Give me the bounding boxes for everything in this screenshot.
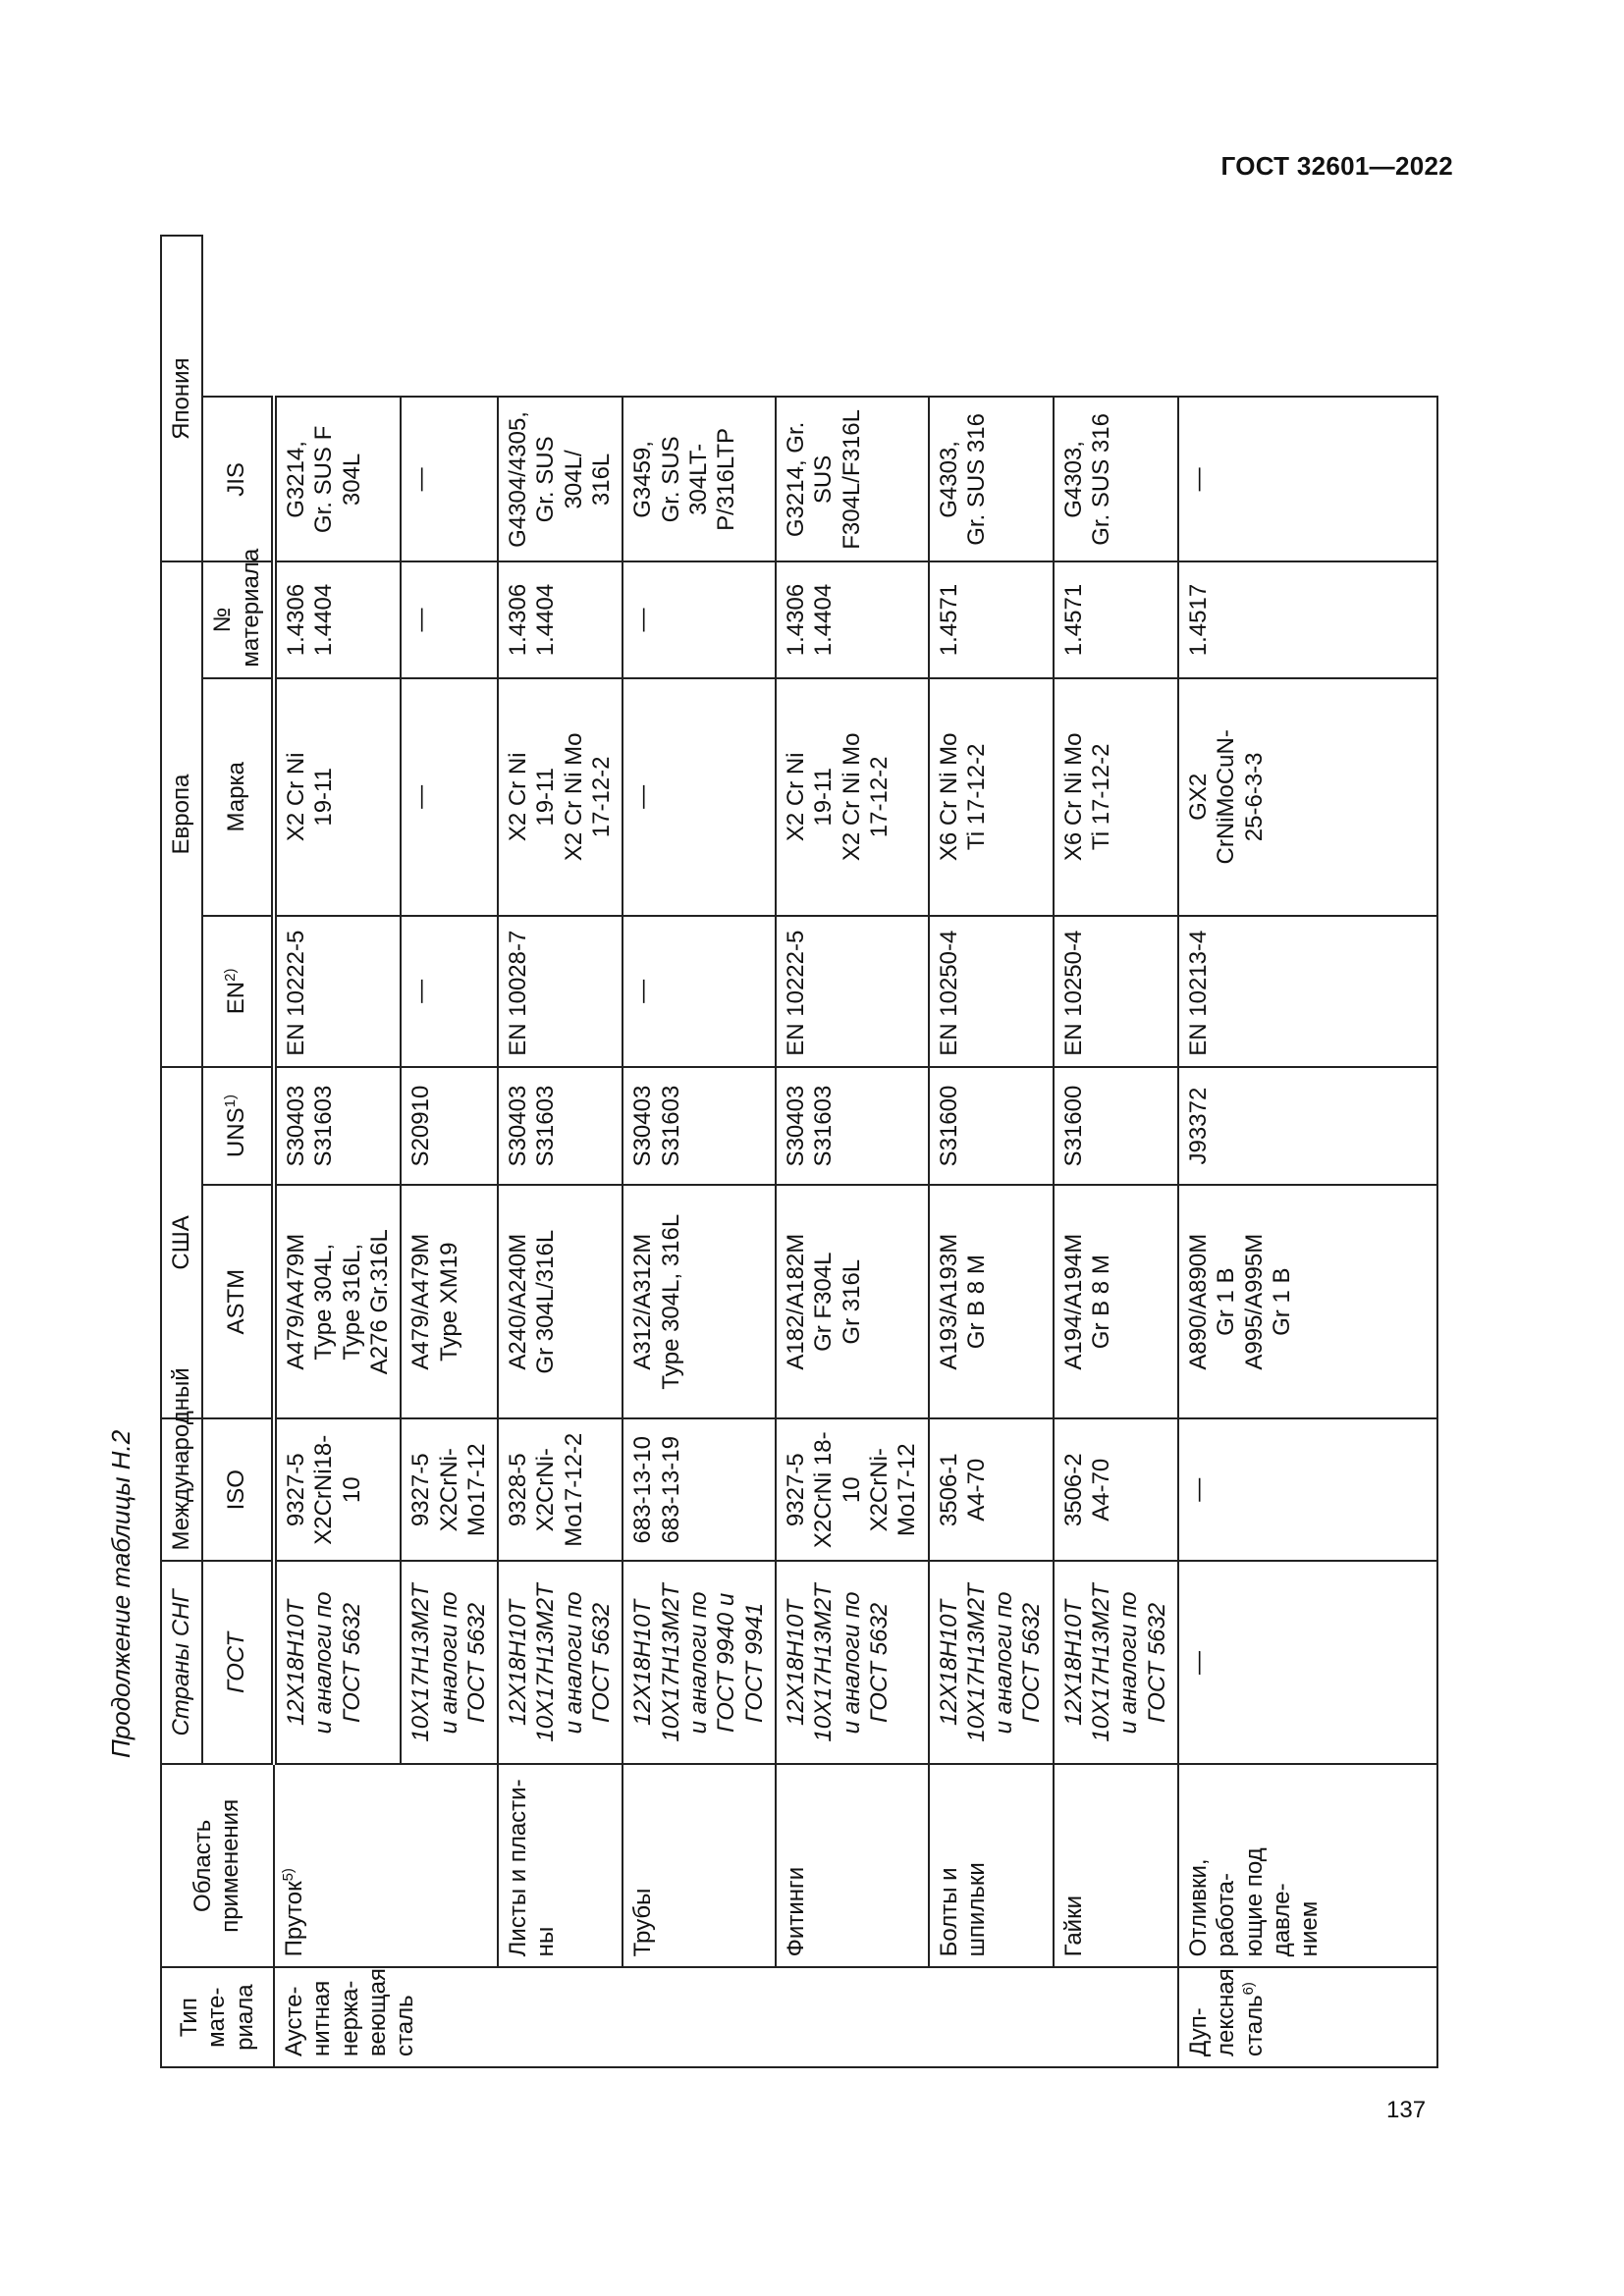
page-number: 137 <box>1386 2097 1427 2123</box>
cell-iso: 9328-5 X2CrNi- Mo17-12-2 <box>498 1418 623 1561</box>
cell-application: Трубы <box>623 1764 776 1967</box>
cell-jis: — <box>401 397 498 561</box>
cell-gost: 12Х18Н10Т 10Х17Н13М2Т и аналоги по ГОСТ 5632 <box>776 1561 929 1764</box>
header-gost: ГОСТ <box>202 1561 274 1764</box>
cell-astm: A312/A312M Type 304L, 316L <box>623 1185 776 1418</box>
footnote-ref-5: 5) <box>279 1868 297 1882</box>
cell-iso: 9327-5 X2CrNi 18-10 X2CrNi- Mo17-12 <box>776 1418 929 1561</box>
cell-grade: — <box>623 678 776 916</box>
cell-material-no: 1.4306 1.4404 <box>274 561 401 677</box>
footnote-ref-6: 6) <box>1239 1982 1257 1996</box>
cell-material-no: 1.4517 <box>1178 561 1437 677</box>
header-japan: Япония <box>161 236 202 561</box>
materials-table <box>160 235 1438 2068</box>
cell-grade: GX2 CrNiMoCuN- 25-6-3-3 <box>1178 678 1437 916</box>
header-jis: JIS <box>202 397 274 561</box>
cell-uns: S30403 S31603 <box>623 1067 776 1186</box>
cell-grade: X6 Cr Ni Mo Ti 17-12-2 <box>929 678 1054 916</box>
table-row <box>623 236 776 2067</box>
rotated-table-container <box>160 235 1438 2068</box>
table-row <box>1054 236 1178 2067</box>
cell-en: EN 10028-7 <box>498 916 623 1067</box>
cell-gost: 12Х18Н10Т и аналоги по ГОСТ 5632 <box>274 1561 401 1764</box>
header-en-text: EN <box>223 981 250 1015</box>
cell-grade: — <box>401 678 498 916</box>
table-row <box>1178 236 1437 2067</box>
cell-gost: 12Х18Н10Т 10Х17Н13М2Т и аналоги по ГОСТ 5632 <box>1054 1561 1178 1764</box>
cell-uns: J93372 <box>1178 1067 1437 1186</box>
cell-iso: 3506-2 A4-70 <box>1054 1418 1178 1561</box>
cell-astm: A240/A240M Gr 304L/316L <box>498 1185 623 1418</box>
cell-astm: A193/A193M Gr B 8 M <box>929 1185 1054 1418</box>
cell-material-no: 1.4306 1.4404 <box>776 561 929 677</box>
header-international: Международный <box>161 1418 202 1561</box>
header-astm: ASTM <box>202 1185 274 1418</box>
header-application: Область применения <box>161 1764 274 1967</box>
cell-material-no: — <box>401 561 498 677</box>
cell-en: EN 10250-4 <box>929 916 1054 1067</box>
header-europe: Европа <box>161 561 202 1066</box>
cell-material-type-austenitic: Аусте- нитная нержа- веющая сталь <box>274 1967 1178 2067</box>
header-material-no: № материала <box>202 561 274 677</box>
header-grade: Марка <box>202 678 274 916</box>
header-cis: Страны СНГ <box>161 1561 202 1764</box>
cell-uns: S31600 <box>929 1067 1054 1186</box>
cell-astm: A479/A479M Type 304L, Type 316L, A276 Gr.316L <box>274 1185 401 1418</box>
cell-application <box>274 1764 401 1967</box>
cell-jis: G4303, Gr. SUS 316 <box>1054 397 1178 561</box>
cell-en: EN 10222-5 <box>776 916 929 1067</box>
cell-gost: 10Х17Н13М2Т и аналоги по ГОСТ 5632 <box>401 1561 498 1764</box>
footnote-ref-1: 1) <box>222 1095 240 1108</box>
header-material-type: Тип мате- риала <box>161 1967 274 2067</box>
cell-material-no: 1.4306 1.4404 <box>498 561 623 677</box>
table-row <box>274 236 401 2067</box>
cell-jis: G3459, Gr. SUS 304LT- P/316LTP <box>623 397 776 561</box>
cell-iso: 9327-5 X2CrNi- Mo17-12 <box>401 1418 498 1561</box>
cell-application: Гайки <box>1054 1764 1178 1967</box>
cell-jis: G3214, Gr. SUS F 304L <box>274 397 401 561</box>
table-body <box>274 236 1437 2067</box>
cell-en: — <box>623 916 776 1067</box>
cell-uns: S30403 S31603 <box>274 1067 401 1186</box>
cell-uns: S30403 S31603 <box>776 1067 929 1186</box>
cell-application: Листы и пласти- ны <box>498 1764 623 1967</box>
cell-astm: A890/A890M Gr 1 B A995/A995M Gr 1 B <box>1178 1185 1437 1418</box>
cell-iso: 683-13-10 683-13-19 <box>623 1418 776 1561</box>
cell-iso: 3506-1 A4-70 <box>929 1418 1054 1561</box>
table-row <box>401 236 498 2067</box>
cell-gost: 12Х18Н10Т 10Х17Н13М2Т и аналоги по ГОСТ 5632 <box>929 1561 1054 1764</box>
cell-uns: S31600 <box>1054 1067 1178 1186</box>
cell-gost: 12Х18Н10Т 10Х17Н13М2Т и аналоги по ГОСТ 5632 <box>498 1561 623 1764</box>
cell-grade: X2 Cr Ni 19-11 X2 Cr Ni Mo 17-12-2 <box>776 678 929 916</box>
cell-gost: 12Х18Н10Т 10Х17Н13М2Т и аналоги по ГОСТ 9940 и ГОСТ 9941 <box>623 1561 776 1764</box>
cell-astm: A182/A182M Gr F304L Gr 316L <box>776 1185 929 1418</box>
table-row <box>498 236 623 2067</box>
cell-astm: A194/A194M Gr B 8 M <box>1054 1185 1178 1418</box>
header-iso: ISO <box>202 1418 274 1561</box>
footnote-ref-2: 2) <box>222 968 240 982</box>
cell-en: — <box>401 916 498 1067</box>
cell-grade: X2 Cr Ni 19-11 X2 Cr Ni Mo 17-12-2 <box>498 678 623 916</box>
table-row <box>776 236 929 2067</box>
cell-application: Болты и шпильки <box>929 1764 1054 1967</box>
cell-jis: G4304/4305, Gr. SUS 304L/ 316L <box>498 397 623 561</box>
cell-jis: G4303, Gr. SUS 316 <box>929 397 1054 561</box>
cell-grade: X6 Cr Ni Mo Ti 17-12-2 <box>1054 678 1178 916</box>
table-row <box>929 236 1054 2067</box>
cell-material-type-duplex <box>1178 1967 1437 2067</box>
cell-iso: — <box>1178 1418 1437 1561</box>
header-uns <box>202 1067 274 1186</box>
cell-jis: G3214, Gr. SUS F304L/F316L <box>776 397 929 561</box>
cell-en: EN 10222-5 <box>274 916 401 1067</box>
cell-en: EN 10250-4 <box>1054 916 1178 1067</box>
cell-application: Фитинги <box>776 1764 929 1967</box>
cell-material-no: — <box>623 561 776 677</box>
header-uns-text: UNS <box>223 1107 250 1158</box>
header-en <box>202 916 274 1067</box>
cell-gost: — <box>1178 1561 1437 1764</box>
cell-grade: X2 Cr Ni 19-11 <box>274 678 401 916</box>
header-usa: США <box>161 1067 202 1418</box>
cell-uns: S30403 S31603 <box>498 1067 623 1186</box>
cell-iso: 9327-5 X2CrNi18-10 <box>274 1418 401 1561</box>
cell-en: EN 10213-4 <box>1178 916 1437 1067</box>
cell-application <box>401 1764 498 1967</box>
application-text: Пруток <box>280 1881 307 1957</box>
document-header: ГОСТ 32601—2022 <box>1220 151 1453 181</box>
cell-astm: A479/A479M Type XM19 <box>401 1185 498 1418</box>
cell-jis: — <box>1178 397 1437 561</box>
cell-application: Отливки, работа- ющие под давле- нием <box>1178 1764 1437 1967</box>
cell-uns: S20910 <box>401 1067 498 1186</box>
material-type-duplex-text: Дуп- лексная сталь <box>1185 1968 1268 2056</box>
table-caption: Продолжение таблицы Н.2 <box>106 1429 135 1758</box>
cell-material-no: 1.4571 <box>1054 561 1178 677</box>
cell-material-no: 1.4571 <box>929 561 1054 677</box>
table-head <box>161 236 274 2067</box>
